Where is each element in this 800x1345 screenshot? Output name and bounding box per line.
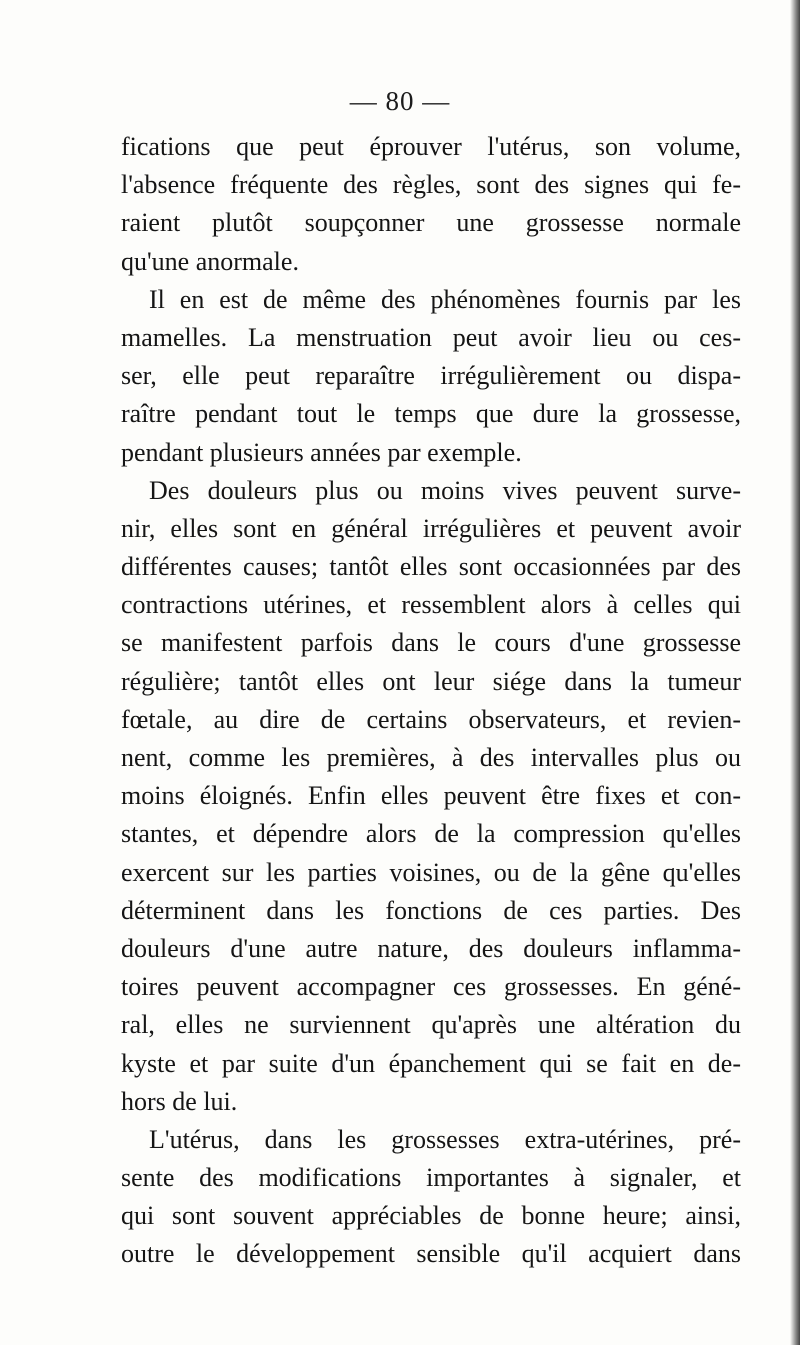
- text-line: pendant plusieurs années par exemple.: [121, 437, 522, 467]
- text-line: raient plutôt soupçonner une grossesse normale: [121, 208, 741, 238]
- text-line: toires peuvent accompagner ces grossesses. En géné-: [121, 972, 741, 1002]
- text-line: hors de lui.: [121, 1086, 238, 1116]
- text-line: L'utérus, dans les grossesses extra-utérines, pré-: [149, 1124, 741, 1154]
- text-line: différentes causes; tantôt elles sont occasionnées par des: [121, 552, 741, 582]
- text-line: ser, elle peut reparaître irrégulièrement ou dispa-: [121, 361, 741, 391]
- text-line: stantes, et dépendre alors de la compression qu'elles: [121, 819, 741, 849]
- text-line: douleurs d'une autre nature, des douleurs inflamma-: [121, 933, 741, 963]
- text-line: l'absence fréquente des règles, sont des signes qui fe-: [121, 170, 741, 200]
- text-line: raître pendant tout le temps que dure la grossesse,: [121, 399, 741, 429]
- text-line: se manifestent parfois dans le cours d'une grossesse: [121, 628, 741, 658]
- text-line: ral, elles ne surviennent qu'après une altération du: [121, 1010, 741, 1040]
- text-line: outre le développement sensible qu'il acquiert dans: [121, 1239, 741, 1269]
- text-line: fœtale, au dire de certains observateurs, et revien-: [121, 704, 741, 734]
- text-line: exercent sur les parties voisines, ou de la gêne qu'elles: [121, 857, 741, 887]
- text-line: kyste et par suite d'un épanchement qui se fait en de-: [121, 1048, 741, 1078]
- text-line: contractions utérines, et ressemblent alors à celles qui: [121, 590, 741, 620]
- text-line: fications que peut éprouver l'utérus, son volume,: [121, 132, 741, 161]
- text-line: Il en est de même des phénomènes fournis par les: [149, 284, 741, 314]
- text-line: Des douleurs plus ou moins vives peuvent surve-: [149, 475, 741, 505]
- text-line: régulière; tantôt elles ont leur siége dans la tumeur: [121, 666, 741, 696]
- text-line: nent, comme les premières, à des intervalles plus ou: [121, 743, 741, 772]
- page-number: — 80 —: [349, 86, 451, 116]
- text-line: déterminent dans les fonctions de ces parties. Des: [121, 895, 741, 925]
- text-line: qu'une anormale.: [121, 246, 299, 276]
- body-text: [121, 128, 741, 1274]
- text-line: mamelles. La menstruation peut avoir lieu ou ces-: [121, 322, 741, 352]
- page-edge-shadow: [790, 0, 800, 1345]
- text-line: qui sont souvent appréciables de bonne heure; ainsi,: [121, 1201, 741, 1231]
- text-line: sente des modifications importantes à signaler, et: [121, 1163, 741, 1193]
- text-line: moins éloignés. Enfin elles peuvent être fixes et con-: [121, 781, 741, 811]
- text-line: nir, elles sont en général irrégulières et peuvent avoir: [121, 513, 741, 543]
